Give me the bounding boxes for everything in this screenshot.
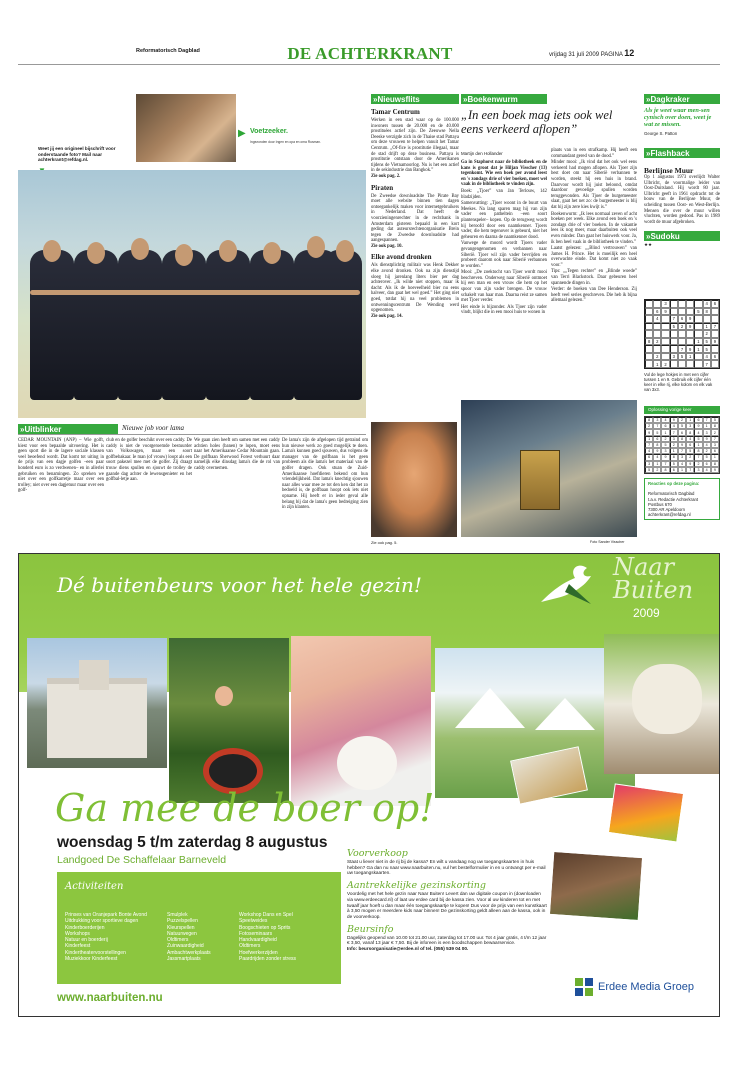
activity-item: Jassmartplaats <box>167 956 201 963</box>
sudoku-cell[interactable]: 9 <box>661 308 669 316</box>
ad-url-link[interactable]: www.naarbuiten.nu <box>57 992 163 1004</box>
sudoku-cell[interactable]: 8 <box>703 308 711 316</box>
answer-cell: 2 <box>645 423 653 429</box>
sudoku-cell[interactable] <box>645 300 653 308</box>
sudoku-cell[interactable]: 5 <box>703 345 711 353</box>
date-line <box>549 48 634 58</box>
sudoku-cell[interactable]: 5 <box>703 338 711 346</box>
sudoku-cell[interactable]: 9 <box>686 315 694 323</box>
book-cover <box>520 450 560 510</box>
activity-item: Workshops <box>65 930 90 937</box>
answer-cell: 7 <box>711 436 719 442</box>
sudoku-cell[interactable] <box>661 353 669 361</box>
sudoku-cell[interactable] <box>653 323 661 331</box>
answer-cell: 1 <box>711 454 719 460</box>
inset-photo <box>136 94 236 162</box>
news-body: Als dienstplichtig militair was Henk Dekker elke avond dronken. Ook na zijn dienstijd sloeg hij jarenlang liters bier per dag achterover. „Ik wilde niet stoppen, maar ik dacht: Als ik de hoeveelheid bier nu eens halveer, dan gaat het wel goed.” Het ging niet goed, totdat hij na veel problemen in ontwenningscentrum De Wending werd opgenomen. <box>371 263 459 314</box>
answer-cell: 5 <box>670 461 678 467</box>
sudoku-answer-grid <box>644 416 720 474</box>
flashback-body: Op 1 augustus 1973 overlijdt Walter Ulbricht, de voormalige leider van Oost-Duitsland. Hij wordt 80 jaar. Ulbricht geeft in 1961 opdracht tot de bouw van de Berlijnse Muur, de scheiding tussen Oost- en West-Berlijn. Mensen die over de muur willen vluchten, worden gedood. Pas in 1989 wordt de muur afgebroken. <box>644 175 720 225</box>
answer-cell: 8 <box>694 448 702 454</box>
sudoku-cell[interactable]: 3 <box>670 353 678 361</box>
activity-item: Zuinwaardigheid <box>167 943 204 950</box>
activity-item: Oldtimers <box>167 937 189 944</box>
brand-naar: Naar <box>613 553 675 581</box>
uitblinker-col-1: CEDAR MOUNTAIN (ANP) – Wie golft, kiest voor een bepaalde uitvoering. Het is geen sport die in de lagere sociale klassen veel beoefend wordt. Dat komt tot uiting in de prijs van een dagje golfen –een paar honderd euro is zo verdwenen– en in allerlei gebruiken en benamingen. Zo spreken we niet over een golfkarretje maar over een trolley; niet over een dagjetuur maar over een golf- <box>18 438 104 494</box>
answer-cell: 1 <box>670 448 678 454</box>
bouncy-castle-photo <box>608 783 684 842</box>
info-line: Info: beursorganisatie@erdee.nl of tel. (055) 539 04 00. <box>347 946 469 952</box>
sudoku-cell[interactable]: 5 <box>670 323 678 331</box>
sudoku-cell[interactable] <box>645 308 653 316</box>
answer-cell: 6 <box>661 423 669 429</box>
sudoku-cell[interactable]: 7 <box>678 345 686 353</box>
answer-cell: 6 <box>686 442 694 448</box>
ad-info <box>347 844 547 952</box>
chevron-right-icon: » <box>646 94 649 104</box>
sudoku-cell[interactable]: 6 <box>653 308 661 316</box>
page-number: 12 <box>624 48 635 58</box>
voorverkoop-text: Staat u liever niet in de rij bij de kassa? En wilt u vandaag nog uw toegangskaarten in huis hebben? Ga dan nu naar www.naarbuiten.nu, vul het bestelformulier in en u ontvangt per e-mail uw toegangskaarten. <box>347 859 546 876</box>
erdee-logo-icon <box>575 978 593 996</box>
news-ref: Zie ook pag. 14. <box>371 313 403 319</box>
answer-cell: 3 <box>645 461 653 467</box>
answer-cell: 2 <box>653 467 661 473</box>
korting-text: Voordelig met het hele gezin naar Naar Buiten! Levert dan uw digitale coupon in (downloaden via www.erdeecard.nl) of laat uw erdee card bij de kassa zien. Voor al uw kinderen tot en met twaalf jaar hoeft u dan maar één toegangskaartje te kopen! Dus voor de prijs van een kunstkaart à 3,50 mogen er meerdere kids naar binnen! De gezinskorting geldt alleen aan de kassa, ook in de voorverkoop. <box>347 891 547 919</box>
sudoku-cell[interactable] <box>678 308 686 316</box>
sudoku-cell[interactable] <box>686 360 694 368</box>
ad-venue: Landgoed De Schaffelaar Barneveld <box>57 854 227 866</box>
reader-photo-caption: Foto Sander Visscher <box>590 540 625 544</box>
activity-item: Natuurwegen <box>167 930 197 937</box>
answer-cell: 2 <box>678 417 686 423</box>
answer-cell: 8 <box>670 454 678 460</box>
activity-item: Handvaardigheid <box>239 937 277 944</box>
sudoku-cell[interactable]: 1 <box>653 360 661 368</box>
answer-cell: 4 <box>703 442 711 448</box>
answer-cell: 1 <box>645 436 653 442</box>
sudoku-cell[interactable] <box>670 308 678 316</box>
reacties-title: Reacties op deze pagina: <box>648 481 700 486</box>
news-ref: Zie ook pag. 10. <box>371 243 403 249</box>
sudoku-cell[interactable] <box>686 308 694 316</box>
sudoku-cell[interactable] <box>678 330 686 338</box>
sudoku-cell[interactable] <box>661 345 669 353</box>
chevron-right-icon: » <box>373 94 376 104</box>
answer-cell: 2 <box>670 442 678 448</box>
sudoku-cell[interactable]: 1 <box>694 338 702 346</box>
answer-cell: 3 <box>703 429 711 435</box>
answer-cell: 6 <box>653 436 661 442</box>
sudoku-cell[interactable] <box>645 315 653 323</box>
sudoku-cell[interactable] <box>686 300 694 308</box>
activity-item: Uitdrukking voor sportieve dagen <box>65 918 139 925</box>
uitblinker-label: » Uitblinker <box>18 424 118 434</box>
answer-cell: 8 <box>711 461 719 467</box>
answer-cell: 6 <box>711 448 719 454</box>
answer-cell: 6 <box>645 454 653 460</box>
sudoku-cell[interactable] <box>645 345 653 353</box>
sudoku-cell[interactable] <box>703 315 711 323</box>
answer-cell: 8 <box>686 429 694 435</box>
sudoku-cell[interactable]: 3 <box>661 300 669 308</box>
beursinfo-title: Beursinfo <box>347 923 394 935</box>
dagkraker-label: » Dagkraker <box>644 94 720 104</box>
sudoku-cell[interactable] <box>653 300 661 308</box>
answer-cell: 7 <box>686 467 694 473</box>
answer-cell: 4 <box>694 429 702 435</box>
news-ref: Zie ook pag. 2. <box>371 173 401 179</box>
uitblinker-label-wrap <box>18 424 118 434</box>
answer-cell: 6 <box>703 461 711 467</box>
activity-item: Natuur en boerderij <box>65 937 108 944</box>
sheep-photo <box>604 634 720 774</box>
sudoku-cell[interactable] <box>653 330 661 338</box>
sudoku-cell[interactable] <box>711 308 719 316</box>
activities-title: Activiteiten <box>65 881 124 892</box>
answer-cell: 1 <box>653 461 661 467</box>
activity-item: Kinderfeest <box>65 943 91 950</box>
sudoku-cell[interactable]: 6 <box>711 353 719 361</box>
sudoku-cell[interactable]: 7 <box>711 323 719 331</box>
section-title: DE ACHTERKRANT <box>287 44 453 63</box>
sudoku-instructions: Vul de lege hokjes in met een cijfer tussen 1 en 9. Gebruik elk cijfer één keer in elke rij, elke kolom en elk vak van 3x3. <box>644 372 713 392</box>
answer-cell: 8 <box>653 442 661 448</box>
answer-cell: 9 <box>670 417 678 423</box>
answer-cell: 6 <box>694 417 702 423</box>
tractor-photo <box>169 638 289 803</box>
answer-cell: 5 <box>678 423 686 429</box>
activity-item: Speelweides <box>239 918 268 925</box>
activity-item: Oldtimers <box>239 943 261 950</box>
sudoku-cell[interactable] <box>661 323 669 331</box>
answer-cell: 9 <box>694 423 702 429</box>
activity-item: Paardrijden zonder stress <box>239 956 296 963</box>
sudoku-cell[interactable]: 9 <box>686 345 694 353</box>
answer-cell: 7 <box>645 442 653 448</box>
boekenwurm-label: » Boekenwurm <box>461 94 547 104</box>
answer-cell: 2 <box>686 454 694 460</box>
sudoku-cell[interactable] <box>694 360 702 368</box>
triangle-right-icon: ▶ <box>238 128 246 139</box>
sudoku-cell[interactable]: 2 <box>653 353 661 361</box>
boekenwurm-label-wrap <box>461 94 637 104</box>
sudoku-cell[interactable] <box>678 360 686 368</box>
news-body: Werken in een stad waar op de 100.000 inwoners tussen de 20.000 en de 40.000 prostituées actief zijn. De Zeeuwse Nella Deeske verzigde zich in de Thaise stad Pattaya om deze vrouwen te helpen vanuit het Tamar Centrum. „Of-fice is prostitutie illegaal, maar de stad drijft op deze business. Pattaya is prostitutie ontstaan door de Amerikanen tijdens de Vietnamoorlog. Nu is het een actief in de sekindustrie dan Bangkok.” <box>371 118 459 174</box>
activity-item: Boogschieten op Sprits <box>239 924 291 931</box>
answer-cell: 3 <box>686 423 694 429</box>
answer-cell: 4 <box>686 436 694 442</box>
answer-cell: 8 <box>661 467 669 473</box>
chevron-right-icon: » <box>463 94 466 104</box>
sudoku-cell[interactable] <box>711 315 719 323</box>
sudoku-cell[interactable] <box>645 323 653 331</box>
answer-cell: 7 <box>678 448 686 454</box>
sudoku-cell[interactable]: 4 <box>653 315 661 323</box>
uitblinker-col-2: club en de golfer beschikt over een caddy. De caddy is niet de voorgeroemde bestuurder van Volkswagen, maar een soort golfbebakaar. Ie man (of vrouw) loopt als een soort pakezel mee met de golfer. Zij draagt trouw diens spullen en sjouwt de trolley de gaande dag achter de lewensgenieter en het golfbal-letje aan. <box>106 438 192 483</box>
sudoku-cell[interactable]: 2 <box>653 338 661 346</box>
answer-cell: 7 <box>670 429 678 435</box>
sudoku-cell[interactable] <box>670 345 678 353</box>
answer-cell: 4 <box>670 423 678 429</box>
sudoku-cell[interactable]: 2 <box>703 330 711 338</box>
answer-cell: 2 <box>711 429 719 435</box>
sudoku-cell[interactable]: 7 <box>703 360 711 368</box>
answer-cell: 3 <box>661 448 669 454</box>
right-column <box>644 94 720 248</box>
answer-cell: 1 <box>703 423 711 429</box>
sudoku-cell[interactable]: 1 <box>694 345 702 353</box>
sudoku-cell[interactable] <box>694 315 702 323</box>
chevron-right-icon: » <box>20 424 23 434</box>
nieuwsflits-column <box>371 94 459 319</box>
activity-item: Muziekkoor Kinderfeest <box>65 956 118 963</box>
answer-cell: 2 <box>661 436 669 442</box>
sudoku-cell[interactable] <box>686 338 694 346</box>
answer-cell: 7 <box>694 454 702 460</box>
sudoku-cell[interactable]: 8 <box>645 338 653 346</box>
answer-cell: 5 <box>703 454 711 460</box>
beursinfo-text: Dagelijks geopend van 10.00 tot 21.00 uur, zaterdag tot 17.00 uur. Tot 4 jaar gratis, 4 t/m 12 jaar € 3,50, vanaf 13 jaar € 7,50. Bij de inforeen is een boodschappen bewaarservice. <box>347 934 547 946</box>
answer-cell: 9 <box>703 436 711 442</box>
ad-tagline: Ga mee de boer op! <box>55 786 435 830</box>
activity-item: Hoefwerkerzijden <box>239 949 278 956</box>
activity-item: Ambachtwerkplaats <box>167 949 211 956</box>
date-text: vrijdag 31 juli 2009 PAGINA <box>549 52 623 58</box>
answer-cell: 3 <box>678 454 686 460</box>
answer-cell: 4 <box>645 448 653 454</box>
answer-cell: 4 <box>653 454 661 460</box>
photo-question: Weet jij een origineel bijschrift voor onderstaande foto? Mail naar achterkrant@refdag.nl. <box>38 146 116 162</box>
sudoku-cell[interactable] <box>694 300 702 308</box>
flashback-title: Berlijnse Muur <box>644 166 694 175</box>
answer-cell: 5 <box>661 442 669 448</box>
nieuwsflits-label: » Nieuwsflits <box>371 94 459 104</box>
sudoku-cell[interactable]: 5 <box>694 308 702 316</box>
sudoku-cell[interactable] <box>661 338 669 346</box>
answer-cell: 5 <box>645 467 653 473</box>
sudoku-label: » Sudoku <box>644 231 720 241</box>
answer-cell: 1 <box>686 417 694 423</box>
leaders-photo <box>18 170 366 418</box>
answer-cell: 4 <box>661 417 669 423</box>
sudoku-cell[interactable] <box>678 338 686 346</box>
news-title: Tamar Centrum <box>371 108 420 116</box>
brand-buiten: Buiten <box>613 576 694 604</box>
boy-photo-caption: Zie ook pag. 5. <box>371 540 398 545</box>
answer-cell: 3 <box>653 417 661 423</box>
sudoku-cell[interactable] <box>670 360 678 368</box>
sudoku-cell[interactable]: 4 <box>703 300 711 308</box>
activity-item: Kindertheatervoorstellingen <box>65 949 126 956</box>
dagkraker-attribution: George S. Patton <box>644 131 678 136</box>
advertisement[interactable] <box>18 553 720 1017</box>
activity-item: Puzzelspellen <box>167 918 198 925</box>
sudoku-cell[interactable]: 2 <box>678 323 686 331</box>
answer-cell: 8 <box>711 423 719 429</box>
activity-item: Kinderboerderijen <box>65 924 105 931</box>
sudoku-cell[interactable]: 6 <box>678 315 686 323</box>
answer-cell: 3 <box>670 436 678 442</box>
answer-cell: 9 <box>711 467 719 473</box>
answer-cell: 5 <box>711 417 719 423</box>
answer-cell: 8 <box>678 436 686 442</box>
answer-cell: 9 <box>686 461 694 467</box>
sudoku-cell[interactable] <box>645 353 653 361</box>
ad-headline: Dé buitenbeurs voor het hele gezin! <box>57 573 422 597</box>
sudoku-cell[interactable] <box>670 338 678 346</box>
sudoku-cell[interactable]: 9 <box>686 323 694 331</box>
answer-cell: 9 <box>653 448 661 454</box>
flashback-label: » Flashback <box>644 148 720 158</box>
boekenwurm-col-1: Ga in Staphorst naar de bibliotheek en de kans is groot dat je Hiljan Visscher (13) tegenkomt. Wie een boek per avond leest en 's zondags drie of vier boeken, moet wel vaak in de bibliotheek te vinden zijn. Boek: „Tjoer” van Jan Terlouw, 142 bladzijden. Samenvatting: „Tjoer woont in de buurt van Meekes. Na lang sparen mag hij van zijn vader een patheltein –een soort plantenspeler– kopen. Op de terugweg wordt hij beroofd door een naamkenner. Tjoers vader, die hem tegenover is gebeurd, niet het geheuren en daarna de naamkenner dood. Vanwege de moord wordt Tjoers vader gevangengenomen en verbannen naar Siberië. Tjoer wil zijn vader bevrijden en probeert daarom ook naar Siberië verbannen te worden.” Mooi: „De zoektocht van Tjoer wordt mooi beschreven. Onderweg naar Siberië ontmoet hij een man en een vrouw die hem op het spoor van zijn vader brengen. De vrouw schakelt van haar man. Daarna reist ze samen met Tjoer verder. Het einde is bijzonder. Als Tjoer zijn vader vindt, blijkt die in een mooi huis te wonen in <box>461 160 547 316</box>
sudoku-difficulty: ★★ <box>644 242 653 248</box>
sudoku-cell[interactable]: 1 <box>686 353 694 361</box>
sudoku-cell[interactable] <box>711 330 719 338</box>
answer-cell: 7 <box>703 417 711 423</box>
answer-cell: 6 <box>678 429 686 435</box>
boy-photo <box>371 422 457 537</box>
sudoku-puzzle[interactable] <box>644 299 720 369</box>
answer-cell: 5 <box>686 448 694 454</box>
sudoku-cell[interactable] <box>694 323 702 331</box>
answer-cell: 5 <box>694 436 702 442</box>
answer-cell: 4 <box>703 467 711 473</box>
sudoku-cell[interactable] <box>661 330 669 338</box>
dagkraker-quote: Als je weet waar men-sen cynisch over doen, weet je wat ze missen. <box>644 107 712 128</box>
boekenwurm-title: „In een boek mag iets ook wel eens verkeerd aflopen” <box>461 108 613 136</box>
sudoku-cell[interactable] <box>670 300 678 308</box>
answer-cell: 8 <box>645 417 653 423</box>
castle-photo <box>27 638 167 768</box>
sudoku-cell[interactable]: 1 <box>703 323 711 331</box>
sudoku-cell[interactable] <box>653 345 661 353</box>
answer-cell: 7 <box>661 461 669 467</box>
paper-name: Reformatorisch Dagblad <box>136 48 200 54</box>
reacties-box: Reacties op deze pagina: Reformatorisch Dagblad t.a.v. Redactie Achterkrant Postbus 670 7300 AR Apeldoorn achterkrant@refdag.nl <box>644 478 720 520</box>
answer-cell: 4 <box>678 461 686 467</box>
sudoku-cell[interactable] <box>645 330 653 338</box>
sudoku-cell[interactable] <box>694 353 702 361</box>
answer-cell: 9 <box>661 454 669 460</box>
masthead-divider <box>18 64 720 65</box>
horse-carriage-photo <box>549 851 643 921</box>
answer-cell: 1 <box>661 429 669 435</box>
sudoku-cell[interactable] <box>686 330 694 338</box>
sudoku-cell[interactable]: 9 <box>711 338 719 346</box>
sudoku-grid[interactable] <box>645 300 719 368</box>
sudoku-cell[interactable] <box>711 345 719 353</box>
answer-cell: 2 <box>694 461 702 467</box>
uitblinker-col-3: We gaan zien heeft om samen met een caddy achtien holes (banen) te lopen, moet eens naar het Amerikaanse Cedar Mountain gaan. De golfbaan Sherwood Forest verhuurt daar namelijk elke dinsdag lama's die de rol van caddy overnemen. <box>194 438 280 471</box>
answer-cell: 1 <box>678 467 686 473</box>
sudoku-cell[interactable]: 5 <box>678 353 686 361</box>
activity-item: Fotoseminaars <box>239 930 273 937</box>
answer-cell: 1 <box>694 442 702 448</box>
answer-cell: 9 <box>678 442 686 448</box>
chevron-right-icon: » <box>646 231 649 241</box>
sudoku-cell[interactable] <box>670 330 678 338</box>
sudoku-answer-label: Oplossing vorige keer <box>644 406 720 414</box>
brand-year: 2009 <box>633 606 660 620</box>
news-body: De Zweedse downloadsite The Pirate Bay moet alle website binnen tien dagen ontoegankelijk maken voor internetgebruikers in Nederland. Dat heeft de voorzieningenrechter in de rechtbank in Amsterdam gisteren bepaald in een kort geding dat auteursrechtenorganisatie Brein tegen de Zweedse downloadsite had aangespannen. <box>371 193 459 244</box>
sudoku-cell[interactable]: 7 <box>670 315 678 323</box>
sudoku-cell[interactable] <box>645 360 653 368</box>
answer-cell: 9 <box>645 429 653 435</box>
voorverkoop-title: Voorverkoop <box>347 848 408 859</box>
sudoku-cell[interactable] <box>661 315 669 323</box>
reacties-email-link[interactable]: achterkrant@refdag.nl <box>648 512 691 518</box>
answer-cell: 2 <box>703 448 711 454</box>
news-title: Elke avond dronken <box>371 253 432 262</box>
inset-caption: Voetzeeker. <box>250 128 289 135</box>
sponsor-logo <box>575 978 694 996</box>
girl-with-rabbit-photo <box>291 636 431 806</box>
boekenwurm-author: Martijn den Hollander <box>461 151 503 156</box>
sudoku-cell[interactable]: 6 <box>711 300 719 308</box>
activity-item: Smulplek <box>167 912 188 918</box>
sponsor-name: Erdee Media Groep <box>598 981 694 993</box>
inset-subcaption: Ingezonden door Ingen en opa en oma Rusman. <box>250 140 321 144</box>
answer-cell: 5 <box>653 429 661 435</box>
activity-item: Workshop Dans en Spel <box>239 912 293 918</box>
sudoku-cell[interactable]: 4 <box>703 353 711 361</box>
news-title: Piraten <box>371 183 394 192</box>
activity-item: Prinses van Oranjepark Bonte Avond <box>65 912 147 918</box>
uitblinker-col-4: De lama's zijn de afgelopen tijd getraind om hun nieuwe werk zo goed mogelijk te doen. Lama's kunnen goed sjouwen, dus volgens de manager van de golfbaan is het geen probleem als die lama's het materiaal van de golfer dragen. Ook stuan de Zuid-Amerikaanse hoefdieren bekend om hun vriendelijkheid. Dat lama's knechtig sjouwen naar alles waar mee ze tot den ken dat het zo bedoeld is, de golfbaan hoopt ook iets niet opname. Hij heeft er in ieder geval alle belang bij dat de lama's geen bedreiging zien in zijn klanten. <box>282 438 368 511</box>
ad-dates: woensdag 5 t/m zaterdag 8 augustus <box>57 834 328 851</box>
uitblinker-title: Nieuwe job voor lama <box>122 424 185 432</box>
answer-cell: 3 <box>711 442 719 448</box>
korting-title: Aantrekkelijke gezinskorting <box>347 880 486 892</box>
chevron-right-icon: » <box>646 148 649 158</box>
boekenwurm-col-2: plaats van in een strafkamp. Hij heeft een commandant gered van de dood.” Minder mooi: „Ik vind dat het ook wel eens verkeerd had mogen aflopen. Als Tjoer zijn best doet om naar Siberië verbannen te worden, steekt hij een huis in brand. Daarvoor wordt hij juist beloond, omdat daardoor gevoelige spullen worden teruggevonden. Als Tjoer de burgemeester slaat, gaat het net zo: de burgemeester is blij dat hij zijn zere kies kwijt is.” Boekenwurm: „Ik lees normaal zeven of acht boeken per week. Elke avond een boek en 's zondags drie of vier boeken. In de vakantie lees ik nog meer, maar daarbuiten ook veel even minder. Dan gaat het huiswerk voor. Ja, ik ben heel vaak in de bibliotheek te vinden.” Laatst gelezen: „„Blind vertrouwen” van James H. Prince. Het is moeilijk een heel overwachte einde. Dat komt niet zo vaak voor.” Tips: „„Tegen rechter” en „Blinde woede” van Terri Blackstock. Daar gebeuren heel spannende dingen in. Verder: de boeken van Dee Henderson. Zij heeft veel series geschreven. Die heb ik bijna allemaal gelezen.” <box>551 148 637 304</box>
activities-box <box>57 872 341 984</box>
uitblinker-divider <box>18 434 366 435</box>
activity-item: Kleurspellen <box>167 924 195 931</box>
sudoku-cell[interactable] <box>694 330 702 338</box>
sudoku-cell[interactable]: 2 <box>661 360 669 368</box>
answer-cell: 7 <box>653 423 661 429</box>
sudoku-cell[interactable] <box>678 300 686 308</box>
sudoku-cell[interactable] <box>711 360 719 368</box>
answer-cell: 6 <box>670 467 678 473</box>
ad-photo-collage <box>19 598 720 798</box>
answer-cell: 3 <box>694 467 702 473</box>
activities-list <box>65 912 337 962</box>
